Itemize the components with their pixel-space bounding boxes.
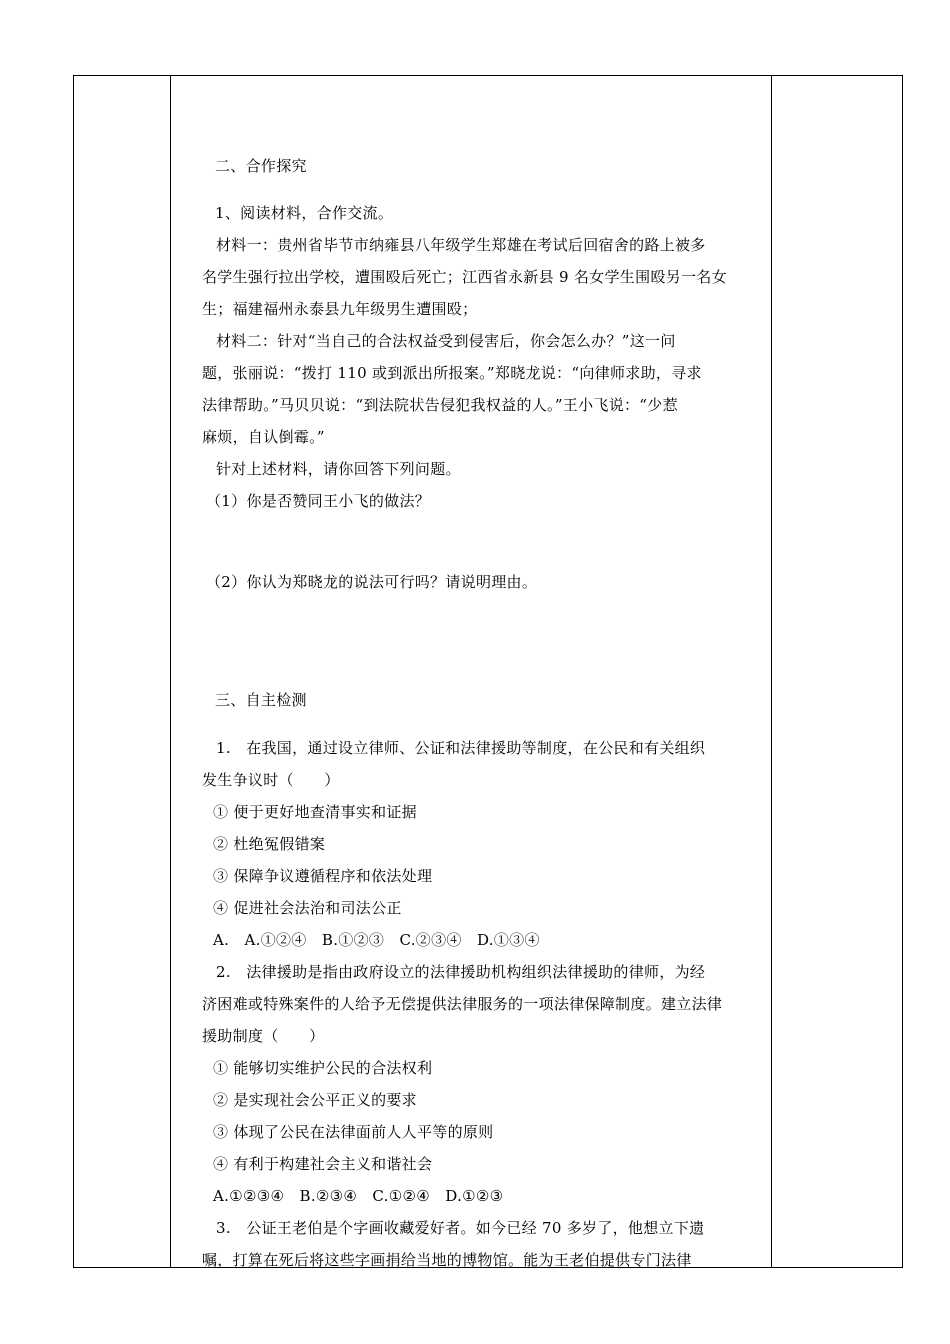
q1-stem-line: 1. 在我国，通过设立律师、公证和法律援助等制度，在公民和有关组织: [216, 739, 706, 757]
q2-option: ④ 有利于构建社会主义和谐社会: [213, 1155, 433, 1173]
q1-option: ① 便于更好地查清事实和证据: [213, 803, 417, 821]
column-divider-right: [771, 76, 772, 1267]
material1-line: 生；福建福州永泰县九年级男生遭围殴；: [202, 300, 478, 318]
q1-option: ② 杜绝冤假错案: [213, 835, 326, 853]
prompt-text: 针对上述材料，请你回答下列问题。: [216, 460, 461, 478]
q2-stem-line: 援助制度（ ）: [202, 1027, 325, 1045]
material2-line: 麻烦，自认倒霉。”: [202, 428, 325, 446]
material2-line: 材料二：针对“当自己的合法权益受到侵害后，你会怎么办？”这一问: [216, 332, 676, 350]
q2-option: ② 是实现社会公平正义的要求: [213, 1091, 417, 1109]
section2-title: 二、合作探究: [215, 157, 307, 175]
material2-line: 法律帮助。”马贝贝说：“到法院状告侵犯我权益的人。”王小飞说：“少惹: [202, 396, 678, 414]
q2-stem-line: 济困难或特殊案件的人给予无偿提供法律服务的一项法律保障制度。建立法律: [202, 995, 723, 1013]
question-1: （1）你是否赞同王小飞的做法？: [206, 492, 431, 510]
q2-option: ③ 体现了公民在法律面前人人平等的原则: [213, 1123, 494, 1141]
q1-stem-line: 发生争议时（ ）: [202, 771, 340, 789]
q2-stem-line: 2. 法律援助是指由政府设立的法律援助机构组织法律援助的律师，为经: [216, 963, 706, 981]
material1-line: 材料一：贵州省毕节市纳雍县八年级学生郑雄在考试后回宿舍的路上被多: [216, 236, 706, 254]
column-divider-left: [170, 76, 171, 1267]
material2-line: 题，张丽说：“拨打 110 或到派出所报案。”郑晓龙说：“向律师求助，寻求: [202, 364, 702, 382]
q1-option: ③ 保障争议遵循程序和依法处理: [213, 867, 433, 885]
item1-title: 1、阅读材料，合作交流。: [215, 204, 394, 222]
q3-stem-line: 嘱，打算在死后将这些字画捐给当地的博物馆。能为王老伯提供专门法律: [202, 1251, 692, 1269]
section3-title: 三、自主检测: [215, 691, 307, 709]
q2-option: ① 能够切实维护公民的合法权利: [213, 1059, 433, 1077]
q2-choices: A.①②③④ B.②③④ C.①②④ D.①②③: [213, 1187, 504, 1205]
q1-choices: A. A.①②④ B.①②③ C.②③④ D.①③④: [213, 931, 540, 949]
question-2: （2）你认为郑晓龙的说法可行吗？请说明理由。: [206, 573, 538, 591]
material1-line: 名学生强行拉出学校，遭围殴后死亡；江西省永新县 9 名女学生围殴另一名女: [202, 268, 727, 286]
q1-option: ④ 促进社会法治和司法公正: [213, 899, 402, 917]
q3-stem-line: 3. 公证王老伯是个字画收藏爱好者。如今已经 70 多岁了，他想立下遗: [216, 1219, 705, 1237]
